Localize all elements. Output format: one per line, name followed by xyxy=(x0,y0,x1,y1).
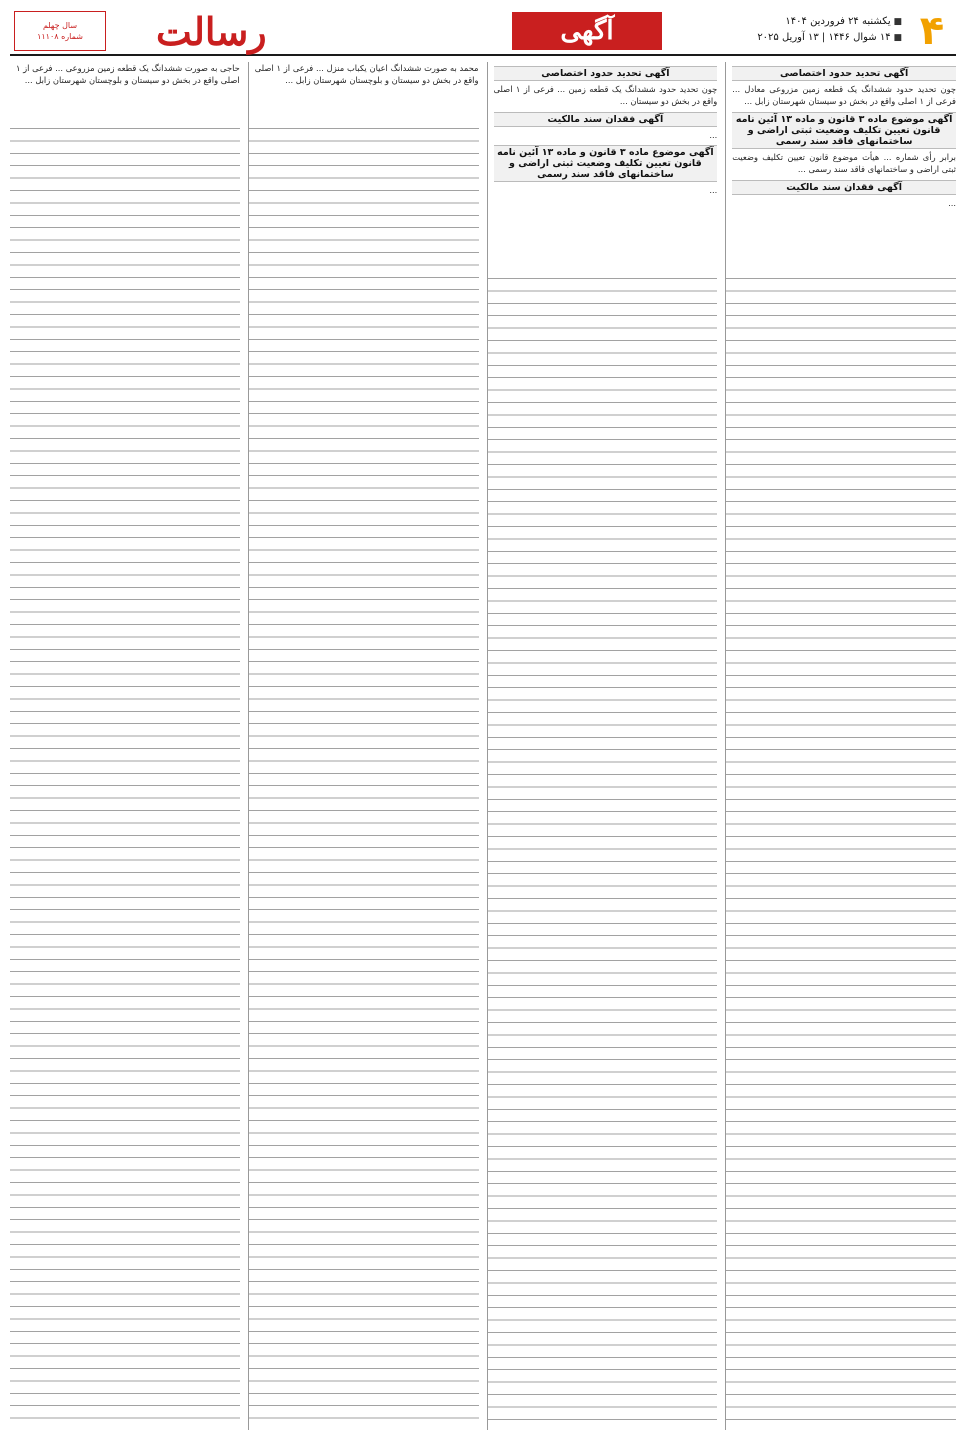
date-line-2: ■ ۱۴ شوال ۱۴۴۶ | ۱۳ آوریل ۲۰۲۵ xyxy=(672,30,902,46)
notice-title: آگهی تحدید حدود اختصاصی xyxy=(732,66,956,81)
notice-text: ... xyxy=(709,185,718,196)
notice-text: چون تحدید حدود ششدانگ یک قطعه زمین ... فرعی از ۱ اصلی واقع در بخش دو سیستان ... xyxy=(493,84,718,107)
notice-title: آگهی موضوع ماده ۳ قانون و ماده ۱۳ آئین نامه قانون تعیین تکلیف وضعیت ثبتی اراضی و ساختمانهای فاقد سند رسمی xyxy=(732,112,956,149)
dense-text-block xyxy=(726,272,956,1430)
dense-text-block xyxy=(10,122,240,1430)
notice-title: آگهی موضوع ماده ۳ قانون و ماده ۱۳ آئین نامه قانون تعیین تکلیف وضعیت ثبتی اراضی و ساختمانهای فاقد سند رسمی xyxy=(494,145,718,182)
column-2 xyxy=(487,62,718,1430)
notice xyxy=(494,66,718,108)
notice-text: برابر رأی شماره ... هیأت موضوع قانون تعیین تکلیف وضعیت ثبتی اراضی و ساختمانهای فاقد سند رسمی ... xyxy=(732,151,956,175)
notice xyxy=(494,145,718,196)
side-logo-line-1: سال چهلم xyxy=(42,21,78,30)
side-logo-line-2: شماره ۱۱۱۰۸ xyxy=(37,32,83,41)
column-1 xyxy=(725,62,956,1430)
notice-text: ... xyxy=(709,129,718,140)
page-header xyxy=(10,8,956,56)
columns xyxy=(10,62,956,1430)
column-3 xyxy=(248,62,479,1430)
notice-title: آگهی تحدید حدود اختصاصی xyxy=(494,66,718,81)
notice xyxy=(732,66,956,108)
dense-text-block xyxy=(488,272,718,1430)
notice-text: حاجی به صورت ششدانگ یک قطعه زمین مزروعی ... فرعی از ۱ اصلی واقع در بخش دو سیستان و بلوچستان شهرستان زابل ... xyxy=(16,63,240,86)
notice xyxy=(255,62,479,87)
page-number: ۴ xyxy=(919,8,945,54)
notice-title: آگهی فقدان سند مالکیت xyxy=(494,112,718,127)
notice-title: آگهی فقدان سند مالکیت xyxy=(732,180,956,195)
newspaper-logo: رسالت xyxy=(156,8,267,54)
section-label: آگهی xyxy=(512,12,662,50)
date-line-1: ■ یکشنبه ۲۴ فروردین ۱۴۰۴ xyxy=(672,14,902,30)
notice xyxy=(732,112,956,176)
side-logo xyxy=(14,11,106,51)
issue-dates xyxy=(672,8,908,54)
notice-text: چون تحدید حدود ششدانگ یک قطعه زمین مزروعی معادل ... فرعی از ۱ اصلی واقع در بخش دو سیستان شهرستان زابل ... xyxy=(732,84,956,107)
column-4 xyxy=(10,62,240,1430)
notice-text: ... xyxy=(948,197,956,208)
brand-block xyxy=(10,8,502,54)
notice xyxy=(732,180,956,209)
notice xyxy=(494,112,718,141)
notice-text: محمد به صورت ششدانگ اعیان یکباب منزل ... فرعی از ۱ اصلی واقع در بخش دو سیستان و بلوچستان شهرستان زابل ... xyxy=(254,63,479,86)
dense-text-block xyxy=(249,122,479,1430)
notice xyxy=(16,62,240,87)
